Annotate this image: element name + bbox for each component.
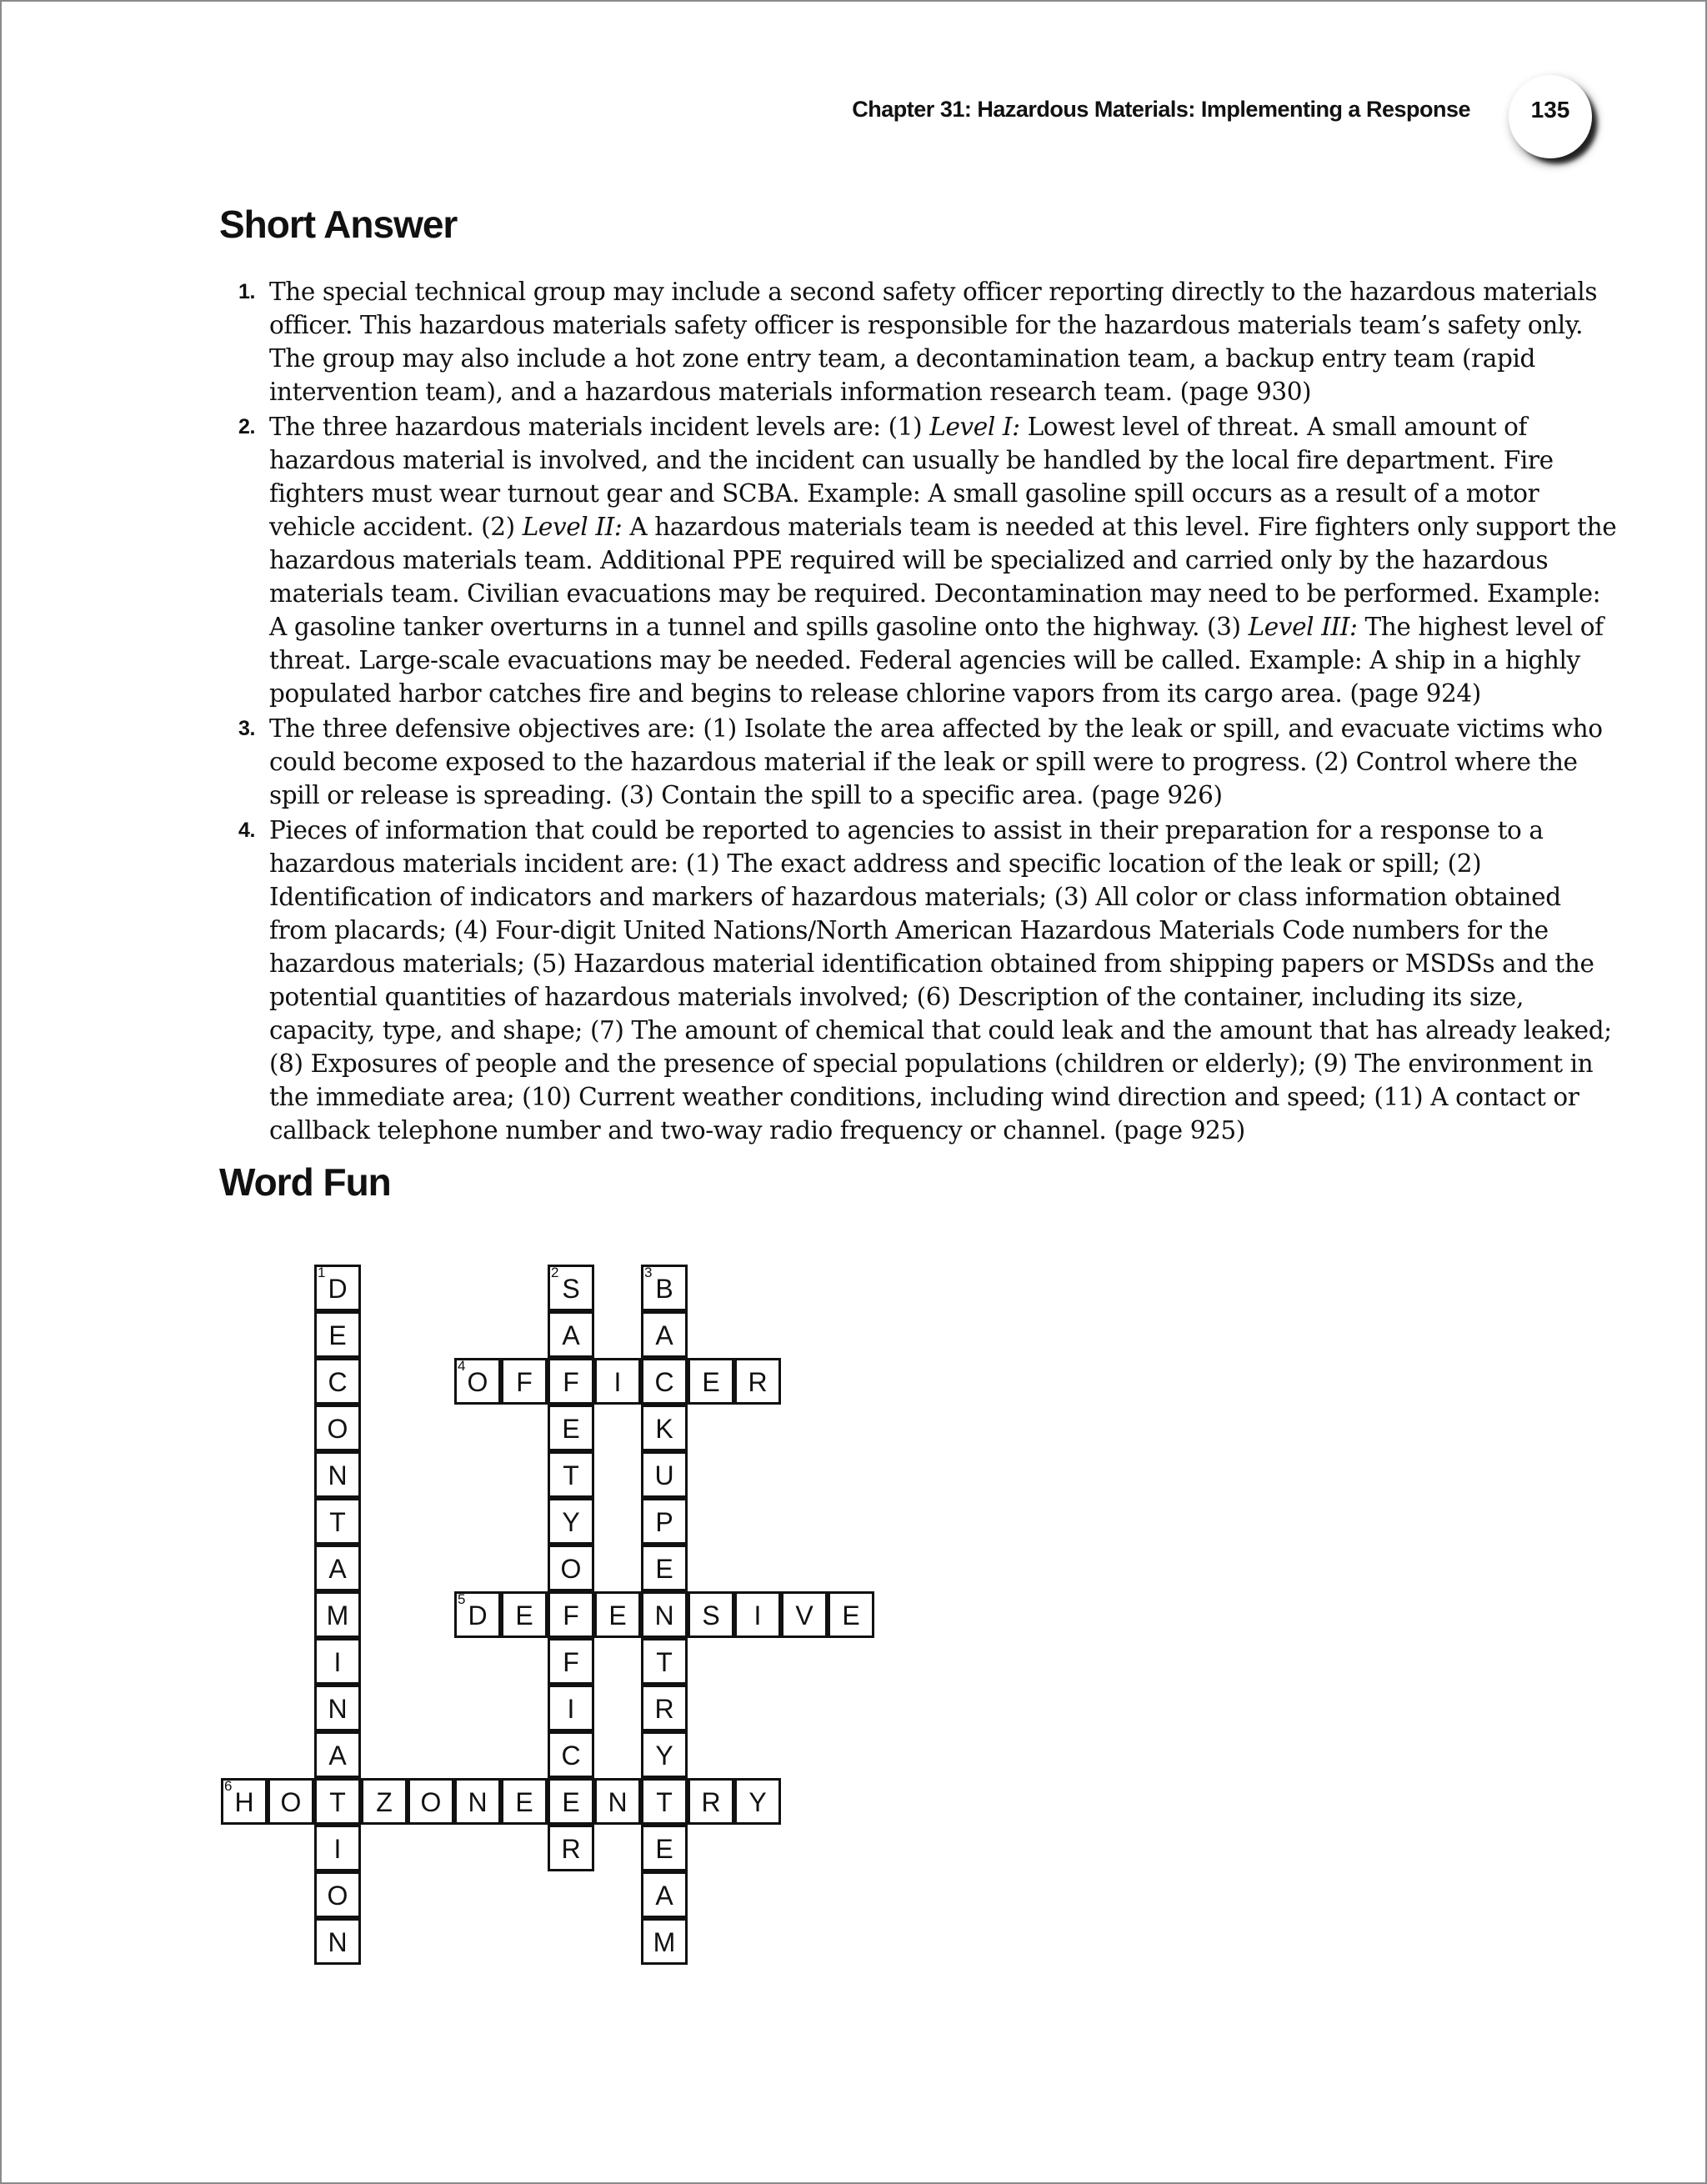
crossword-cell — [548, 1731, 594, 1778]
crossword-cell — [828, 1591, 874, 1638]
crossword-cell — [314, 1405, 361, 1451]
crossword-letter: E — [515, 1787, 533, 1817]
crossword-cell — [641, 1591, 688, 1638]
crossword-letter: N — [328, 1927, 348, 1957]
crossword-cell — [221, 1778, 268, 1825]
crossword-cell — [314, 1685, 361, 1731]
crossword-cell — [314, 1591, 361, 1638]
answer-number: 2. — [238, 415, 256, 438]
crossword-cell — [361, 1778, 408, 1825]
crossword-cell — [314, 1265, 361, 1311]
crossword-cell — [314, 1825, 361, 1871]
level-term: Level II: — [522, 513, 623, 541]
crossword-cell — [314, 1545, 361, 1591]
crossword-letter: D — [468, 1600, 488, 1630]
crossword-letter: Y — [748, 1787, 767, 1817]
answer-item — [228, 814, 1620, 1147]
crossword-cell — [641, 1545, 688, 1591]
clue-number: 1 — [318, 1265, 326, 1280]
crossword-cell — [594, 1358, 641, 1405]
crossword-cell — [548, 1545, 594, 1591]
crossword-cell — [548, 1591, 594, 1638]
crossword-letter: O — [420, 1787, 442, 1817]
crossword-cell — [594, 1778, 641, 1825]
answer-text-run: The three hazardous materials incident levels are: (1) — [269, 413, 930, 441]
crossword-cell — [548, 1311, 594, 1358]
crossword-letter: R — [654, 1694, 674, 1724]
crossword-letter: A — [562, 1320, 580, 1350]
word-fun-heading: Word Fun — [219, 1160, 391, 1204]
answer-text: Pieces of information that could be reported to agencies to assist in their preparation for a response to a hazardous materials incident are: (1) The exact address and specific location of the leak or spill; (2) Identification of indicators and markers of hazardous materials; (3) All color or class information obtained from placards; (4) Four-digit United Nations/North American Hazardous Materials Code numbers for the hazardous materials; (5) Hazardous material identification obtained from shipping papers or MSDSs and the potential quantities of hazardous materials involved; (6) Description of the container, including its size, capacity, type, and shape; (7) The amount of chemical that could leak and the amount that has already leaked; (8) Exposures of people and the presence of special populations (children or elderly); (9) The environment in the immediate area; (10) Current weather conditions, including wind direction and speed; (11) A contact or callback telephone number and two-way radio frequency or channel. (page 925) — [269, 816, 1612, 1145]
crossword-letter: A — [655, 1881, 673, 1911]
crossword-cell — [641, 1265, 688, 1311]
answer-number: 4. — [238, 819, 256, 842]
answer-item — [228, 712, 1620, 812]
crossword-letter: M — [653, 1927, 676, 1957]
crossword-letter: E — [328, 1320, 347, 1350]
crossword-cell — [548, 1358, 594, 1405]
short-answer-list — [228, 275, 1620, 1149]
crossword-letter: T — [656, 1647, 673, 1677]
crossword-letter: C — [328, 1367, 348, 1397]
crossword-letter: S — [702, 1600, 720, 1630]
crossword-letter: A — [328, 1554, 347, 1584]
short-answer-heading: Short Answer — [219, 203, 458, 246]
crossword-letter: P — [655, 1507, 673, 1537]
crossword-letter: N — [608, 1787, 628, 1817]
crossword-letter: U — [654, 1460, 674, 1490]
answer-item — [228, 410, 1620, 710]
crossword-letter: S — [562, 1274, 580, 1304]
crossword-cell — [594, 1591, 641, 1638]
crossword-letter: F — [563, 1600, 579, 1630]
crossword-cell — [641, 1405, 688, 1451]
crossword-cell — [548, 1498, 594, 1545]
crossword-letter: D — [328, 1274, 348, 1304]
crossword-cell — [314, 1638, 361, 1685]
answer-text-run: The highest level of threat. Large-scale evacuations may be needed. Federal agencies will be called. Example: A ship in a highly populated harbor catches fire and begins to release chlorine vapors from its cargo area. (page 924) — [269, 613, 1604, 708]
crossword-cell — [548, 1265, 594, 1311]
answer-text-run: A hazardous materials team is needed at this level. Fire fighters only support the hazardous materials team. Additional PPE required will be specialized and carried only by the hazardous materials team. Civilian evacuations may be required. Decontamination may need to be performed. Example: A gasoline tanker overturns in a tunnel and spills gasoline onto the highway. (3) — [269, 513, 1617, 641]
answer-text-run: Lowest level of threat. A small amount of hazardous material is involved, and the incident can usually be handled by the local fire department. Fire fighters must wear turnout gear and SCBA. Example: A small gasoline spill occurs as a result of a motor vehicle accident. (2) — [269, 413, 1554, 541]
crossword-cell — [548, 1451, 594, 1498]
crossword-letter: T — [563, 1460, 579, 1490]
crossword-cell — [688, 1591, 734, 1638]
crossword-letter: O — [280, 1787, 302, 1817]
crossword-letter: E — [655, 1834, 673, 1864]
crossword-cell — [641, 1778, 688, 1825]
crossword-letter: E — [562, 1414, 580, 1444]
crossword-cell — [314, 1498, 361, 1545]
crossword-letter: I — [567, 1694, 575, 1724]
crossword-cell — [734, 1358, 781, 1405]
crossword-letter: H — [234, 1787, 254, 1817]
crossword-letter: T — [656, 1787, 673, 1817]
running-head-chapter-title: Chapter 31: Hazardous Materials: Implementing a Response — [852, 97, 1470, 122]
crossword-cell — [641, 1825, 688, 1871]
crossword-cell — [688, 1778, 734, 1825]
crossword-letter: N — [328, 1460, 348, 1490]
crossword-letter: Z — [376, 1787, 393, 1817]
crossword-cell — [641, 1731, 688, 1778]
crossword-letter: E — [515, 1600, 533, 1630]
crossword-letter: N — [654, 1600, 674, 1630]
crossword-cell — [548, 1778, 594, 1825]
crossword-letter: E — [842, 1600, 860, 1630]
crossword-letter: F — [563, 1367, 579, 1397]
crossword-cell — [734, 1778, 781, 1825]
crossword-letter: V — [795, 1600, 813, 1630]
crossword-letter: K — [655, 1414, 673, 1444]
crossword-cell — [314, 1311, 361, 1358]
crossword-cell — [688, 1358, 734, 1405]
crossword-letter: R — [748, 1367, 768, 1397]
crossword-letter: F — [516, 1367, 533, 1397]
crossword-letter: O — [327, 1414, 348, 1444]
crossword-letter: O — [560, 1554, 582, 1584]
crossword-letter: B — [655, 1274, 673, 1304]
crossword-letter: M — [326, 1600, 349, 1630]
crossword-letter: I — [333, 1647, 342, 1677]
crossword-letter: F — [563, 1647, 579, 1677]
crossword-letter: I — [613, 1367, 622, 1397]
crossword-letter: O — [327, 1881, 348, 1911]
crossword-cell — [734, 1591, 781, 1638]
level-term: Level I: — [929, 413, 1020, 441]
crossword-letter: R — [701, 1787, 721, 1817]
answer-text: The special technical group may include a second safety officer reporting directly to the hazardous materials officer. This hazardous materials safety officer is responsible for the hazardous materials team’s safety only. The group may also include a hot zone entry team, a decontamination team, a backup entry team (rapid intervention team), and a hazardous materials information research team. (page 930) — [269, 278, 1598, 406]
answer-text — [269, 413, 1616, 708]
crossword-letter: O — [467, 1367, 488, 1397]
crossword-cell — [314, 1918, 361, 1965]
crossword-cell — [454, 1358, 501, 1405]
crossword-cell — [268, 1778, 314, 1825]
clue-number: 4 — [458, 1358, 466, 1374]
crossword-letter: E — [562, 1787, 580, 1817]
crossword-cell — [314, 1778, 361, 1825]
crossword-letter: E — [608, 1600, 627, 1630]
crossword-cell — [314, 1731, 361, 1778]
crossword-cell — [408, 1778, 454, 1825]
crossword-letter: C — [654, 1367, 674, 1397]
crossword-cell — [641, 1498, 688, 1545]
clue-number: 3 — [644, 1265, 653, 1280]
crossword-cell — [641, 1311, 688, 1358]
crossword-letter: I — [333, 1834, 342, 1864]
crossword-letter: Y — [655, 1741, 673, 1771]
crossword-cell — [454, 1591, 501, 1638]
answer-number: 1. — [238, 280, 256, 303]
clue-number: 2 — [551, 1265, 559, 1280]
crossword-cell — [781, 1591, 828, 1638]
clue-number: 5 — [458, 1591, 466, 1607]
crossword-letter: T — [329, 1507, 346, 1537]
crossword-cell — [641, 1685, 688, 1731]
clue-number: 6 — [224, 1778, 233, 1794]
crossword-letter: A — [328, 1741, 347, 1771]
crossword-letter: I — [753, 1600, 762, 1630]
crossword-cell — [454, 1778, 501, 1825]
crossword-cell — [548, 1825, 594, 1871]
crossword-letter: N — [328, 1694, 348, 1724]
crossword-cell — [548, 1405, 594, 1451]
crossword-cell — [548, 1685, 594, 1731]
crossword-letter: E — [655, 1554, 673, 1584]
level-term: Level III: — [1248, 613, 1358, 641]
crossword-cell — [641, 1638, 688, 1685]
crossword-cell — [501, 1358, 548, 1405]
crossword-cell — [501, 1778, 548, 1825]
answer-text: The three defensive objectives are: (1) Isolate the area affected by the leak or spill, and evacuate victims who could become exposed to the hazardous material if the leak or spill were to progress. (2) Control where the spill or release is spreading. (3) Contain the spill to a specific area. (page 926) — [269, 714, 1603, 809]
crossword-letter: A — [655, 1320, 673, 1350]
crossword-letter: R — [561, 1834, 581, 1864]
crossword-letter: N — [468, 1787, 488, 1817]
crossword-letter: C — [561, 1741, 581, 1771]
answer-number: 3. — [238, 717, 256, 740]
crossword-letter: E — [702, 1367, 720, 1397]
crossword-letter: Y — [562, 1507, 580, 1537]
crossword-cell — [641, 1451, 688, 1498]
crossword-cell — [314, 1358, 361, 1405]
crossword-cell — [501, 1591, 548, 1638]
crossword-cell — [641, 1871, 688, 1918]
page-number: 135 — [1530, 97, 1570, 123]
crossword-cell — [314, 1451, 361, 1498]
crossword-cell — [314, 1871, 361, 1918]
crossword-cell — [641, 1358, 688, 1405]
crossword-cell — [548, 1638, 594, 1685]
crossword-letter: T — [329, 1787, 346, 1817]
answer-item — [228, 275, 1620, 408]
crossword-cell — [641, 1918, 688, 1965]
